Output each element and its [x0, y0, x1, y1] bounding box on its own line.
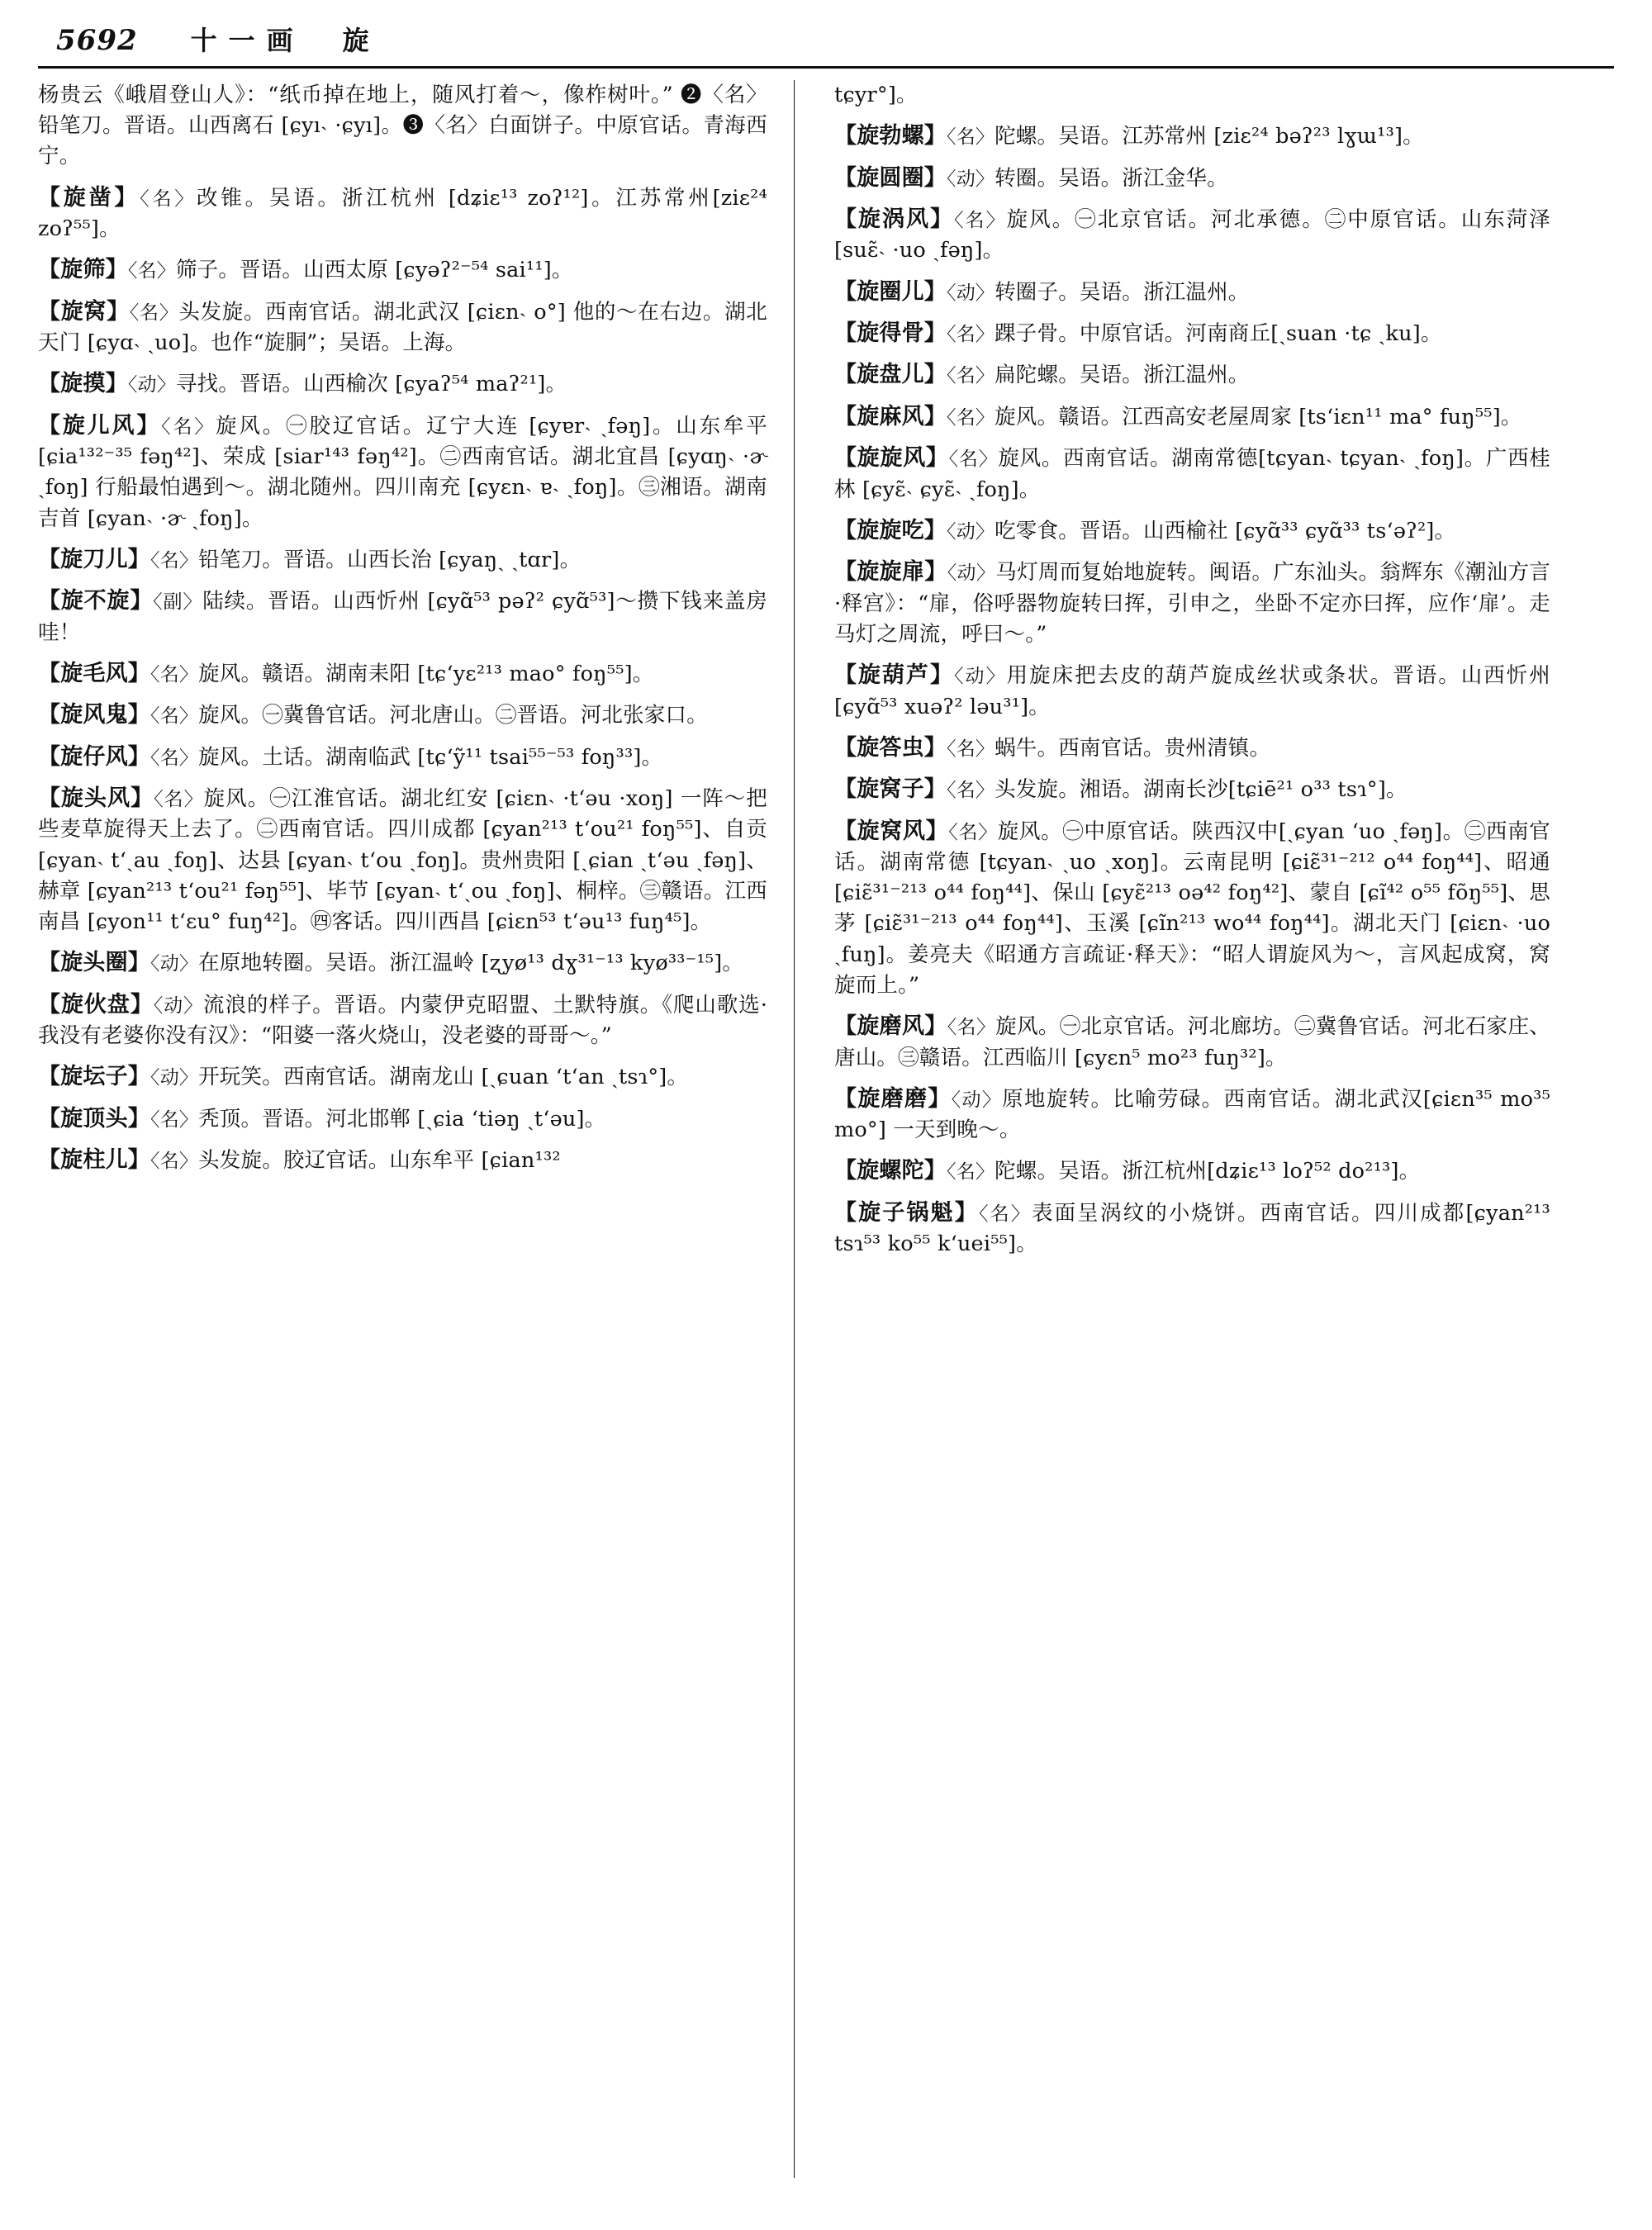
entry-headword: 【旋窝风】: [834, 818, 949, 844]
entry-pos: 〈名〉: [150, 1108, 199, 1131]
entry-text: 陀螺。吴语。江苏常州 [ziɛ²⁴ bəʔ²³ lɣɯ¹³]。: [995, 124, 1424, 149]
entry: [834, 1083, 1550, 1146]
entry-text: 旋风。㊀江淮官话。湖北红安 [ɕiɛn˴ ·t‘əu ·xoŋ] 一阵～把些麦草旋得天上去了。㊁西南官话。四川成都 [ɕyan²¹³ t‘ou²¹ foŋ⁵⁵]、自贡 [ɕyan˴ t‘ˏau ˏfoŋ]、达县 [ɕyan˴ t‘ou ˏfoŋ]。贵州贵阳 [ˏɕian ˏt‘əu ˏfəŋ]、赫章 [ɕyan²¹³ t‘ou²¹ fəŋ⁵⁵]、毕节 [ɕyan˴ t‘ˏou ˏfoŋ]、桐梓。㊂赣语。江西南昌 [ɕyon¹¹ t‘ɛu° fuŋ⁴²]。㊃客话。四川西昌 [ɕiɛn⁵³ t‘əu¹³ fuŋ⁴⁵]。: [38, 786, 768, 935]
entry-pos: 〈名〉: [947, 780, 995, 802]
entry: [38, 1103, 767, 1135]
entry: [834, 1010, 1550, 1074]
entry-pos: 〈名〉: [948, 448, 999, 471]
entry-text: 原地旋转。比喻劳碌。西南官话。湖北武汉[ɕiɛn³⁵ mo³⁵ mo°] 一天到晚～。: [834, 1086, 1551, 1143]
entry-headword: 【旋柱儿】: [38, 1147, 150, 1174]
entry-headword: 【旋旋吃】: [834, 517, 947, 543]
entry: [38, 699, 767, 731]
entry: [38, 741, 767, 773]
entry-headword: 【旋螺陀】: [834, 1158, 947, 1184]
entry-headword: 【旋头圈】: [38, 950, 150, 976]
entry: [38, 182, 767, 245]
entry-text: 寻找。晋语。山西榆次 [ɕyaʔ⁵⁴ maʔ²¹]。: [175, 372, 567, 397]
entry-headword: 【旋得骨】: [834, 320, 947, 347]
entry-text: 旋风。土话。湖南临武 [tɕ‘ỹ¹¹ tsai⁵⁵⁻⁵³ foŋ³³]。: [198, 744, 663, 770]
entry-headword: 【旋仔风】: [38, 743, 150, 770]
entry: [834, 1155, 1550, 1187]
entry-pos: 〈动〉: [954, 666, 1007, 688]
entry-pos: 〈名〉: [947, 738, 995, 760]
header-rule: [38, 66, 1614, 69]
entry-pos: 〈副〉: [153, 591, 203, 614]
entry-text: 改锥。吴语。浙江杭州 [dʑiɛ¹³ zoʔ¹²]。江苏常州[ziɛ²⁴ zoʔ⁵⁵]。: [38, 185, 767, 242]
columns-container: [38, 80, 1614, 2194]
entry-headword: 【旋旋风】: [834, 445, 949, 472]
entry-pos: 〈名〉: [978, 1203, 1032, 1225]
entry: [38, 254, 767, 286]
entry-headword: 【旋头风】: [38, 785, 154, 812]
entry-pos: 〈动〉: [127, 374, 176, 396]
entry-headword: 【旋涡风】: [834, 206, 955, 233]
entry-pos: 〈动〉: [150, 953, 199, 975]
entry: [834, 401, 1550, 433]
entry: [38, 989, 767, 1052]
entry-pos: 〈动〉: [947, 520, 995, 543]
entry-text: 开玩笑。西南官话。湖南龙山 [ˏɕuan ‘t‘an ˏtsɿ°]。: [198, 1065, 689, 1090]
entry-headword: 【旋坛子】: [38, 1064, 150, 1090]
entry-text: 在原地转圈。吴语。浙江温岭 [ʐyø¹³ dɣ³¹⁻¹³ kyø³³⁻¹⁵]。: [198, 951, 744, 976]
entry-pos: 〈名〉: [154, 789, 204, 811]
entry-pos: 〈动〉: [947, 282, 995, 304]
entry-text: tɕyr°]。: [834, 83, 918, 107]
entry-pos: 〈动〉: [951, 1089, 1003, 1111]
entry-headword: 【旋毛风】: [38, 660, 150, 686]
entry: [38, 1060, 767, 1093]
entry-text: 流浪的样子。晋语。内蒙伊克昭盟、土默特旗。《爬山歌选·我没有老婆你没有汉》：“阳婆一落火烧山，没老婆的哥哥～。”: [38, 992, 768, 1049]
entry-text: 铅笔刀。晋语。山西长治 [ɕyaŋˏ ˏtɑr]。: [198, 547, 582, 572]
entry-pos: 〈动〉: [150, 1067, 199, 1089]
entry-text: 马灯周而复始地旋转。闽语。广东汕头。翁辉东《潮汕方言·释宫》：“扉，俗呼器物旋转曰挥，引申之，坐卧不定亦曰挥，应作‘扉’。走马灯之周流，呼曰～。”: [834, 560, 1551, 647]
entry: [834, 442, 1550, 505]
entry-pos: 〈名〉: [150, 549, 199, 572]
entry: [834, 773, 1550, 805]
entry-pos: 〈名〉: [129, 301, 179, 324]
entry-pos: 〈名〉: [150, 705, 199, 728]
entry: [38, 410, 767, 534]
entry-continuation: [38, 80, 767, 173]
entry-headword: 【旋风鬼】: [38, 702, 150, 728]
entry-headword: 【旋旋扉】: [834, 559, 947, 586]
entry-text: 旋风。㊀冀鲁官话。河北唐山。㊁晋语。河北张家口。: [198, 703, 708, 728]
entry-text: 转圈。吴语。浙江金华。: [995, 165, 1228, 191]
entry-text: 陆续。晋语。山西忻州 [ɕyɑ̃⁵³ pəʔ² ɕyɑ̃⁵³]～攒下钱来盖房哇！: [38, 589, 768, 645]
page-number: 5692: [56, 24, 138, 57]
entry: [38, 657, 767, 690]
entry-pos: 〈名〉: [150, 747, 199, 769]
entry-text: 旋风。赣语。江西高安老屋周家 [ts‘iɛn¹¹ ma° fuŋ⁵⁵]。: [995, 404, 1522, 429]
entry-text: 用旋床把去皮的葫芦旋成丝状或条状。晋语。山西忻州 [ɕyɑ̃⁵³ xuəʔ² ləu³¹]。: [834, 663, 1550, 719]
entry-headword: 【旋磨风】: [834, 1013, 947, 1040]
entry-text: 旋风。㊀北京官话。河北廊坊。㊁冀鲁官话。河北石家庄、唐山。㊂赣语。江西临川 [ɕyɛn⁵ mo²³ fuŋ³²]。: [834, 1014, 1551, 1070]
entry-text: 吃零食。晋语。山西榆社 [ɕyɑ̃³³ ɕyɑ̃³³ ts‘əʔ²]。: [995, 518, 1456, 543]
entry: [834, 515, 1550, 547]
entry-headword: 【旋凿】: [38, 184, 140, 211]
entry-pos: 〈名〉: [948, 821, 998, 843]
entry-headword: 【旋顶头】: [38, 1105, 150, 1132]
entry-headword: 【旋筛】: [38, 257, 128, 283]
entry-headword: 【旋儿风】: [38, 412, 162, 439]
entry-headword: 【旋摸】: [38, 371, 128, 397]
entry: [834, 815, 1550, 1002]
entry-text: 旋风。㊀胶辽官话。辽宁大连 [ɕyɐr˴ ˏfəŋ]。山东牟平 [ɕia¹³²⁻³⁵ fəŋ⁴²]、荣成 [siar¹⁴³ fəŋ⁴²]。㊁西南官话。湖北宜昌 [ɕyɑŋ˴ ·ɚ ˏfoŋ] 行船最怕遇到～。湖北随州。四川南充 [ɕyɛn˴ ɐ˴ ˏfoŋ]。㊂湘语。湖南吉首 [ɕyan˴ ·ɚ ˏfoŋ]。: [38, 413, 767, 531]
entry: [834, 732, 1550, 764]
entry: [38, 585, 767, 648]
entry: [834, 317, 1550, 349]
entry-headword: 【旋磨磨】: [834, 1085, 952, 1112]
entry-pos: 〈名〉: [150, 1151, 199, 1173]
entry-pos: 〈名〉: [947, 324, 995, 346]
entry-text: 转圈子。吴语。浙江温州。: [995, 279, 1250, 305]
page-running-title: 十一画 旋: [190, 25, 381, 56]
entry: [38, 543, 767, 576]
entry: [834, 1197, 1550, 1260]
entry-text: 旋风。赣语。湖南耒阳 [tɕ‘yɛ²¹³ mao° foŋ⁵⁵]。: [198, 661, 654, 686]
left-column: [38, 80, 786, 2194]
entry-headword: 【旋麻风】: [834, 403, 947, 429]
entry-text: 旋风。西南官话。湖南常德[tɕyan˴ tɕyan˴ ˏfoŋ]。广西桂林 [ɕyɛ̃˴ ɕyɛ̃˴ ˏfoŋ]。: [834, 446, 1551, 502]
entry-headword: 【旋葫芦】: [834, 662, 955, 689]
column-divider: [794, 80, 795, 2178]
entry-headword: 【旋伙盘】: [38, 991, 154, 1018]
entry-text: 头发旋。胶辽官话。山东牟平 [ɕian¹³²: [198, 1148, 561, 1174]
entry-headword: 【旋窝子】: [834, 776, 947, 803]
entry-pos: 〈动〉: [153, 994, 204, 1017]
entry-text: 表面呈涡纹的小烧饼。西南官话。四川成都[ɕyan²¹³ tsɿ⁵³ ko⁵⁵ k‘uei⁵⁵]。: [834, 1200, 1550, 1257]
entry-pos: 〈名〉: [947, 126, 995, 149]
entry: [834, 120, 1550, 152]
entry: [38, 368, 767, 400]
entry-headword: 【旋子锅魁】: [834, 1199, 979, 1226]
entry-text: 旋风。㊀北京官话。河北承德。㊁中原官话。山东菏泽 [suɛ̃˴ ·uo ˏfəŋ]。: [834, 207, 1550, 263]
entry-headword: 【旋圈儿】: [834, 278, 947, 305]
entry-text: 旋风。㊀中原官话。陕西汉中[ˏɕyan ‘uo ˏfəŋ]。㊁西南官话。湖南常德 [tɕyan˴ ˏuo ˏxoŋ]。云南昆明 [ɕiɛ̃³¹⁻²¹² o⁴⁴ foŋ⁴⁴]、昭通 [ɕiɛ̃³¹⁻²¹³ o⁴⁴ foŋ⁴⁴]、保山 [ɕyɛ̃²¹³ oə⁴² foŋ⁴²]、蒙自 [ɕĩ⁴² o⁵⁵ fõŋ⁵⁵]、思茅 [ɕiɛ̃³¹⁻²¹³ o⁴⁴ foŋ⁴⁴]、玉溪 [ɕĩn²¹³ wo⁴⁴ foŋ⁴⁴]。湖北天门 [ɕiɛn˴ ·uo ˏfuŋ]。姜亮夫《昭通方言疏证·释天》：“昭人谓旋风为～，言风起成窝，窝旋而上。”: [834, 818, 1550, 998]
entry: [38, 296, 767, 359]
entry: [38, 782, 767, 937]
entry-pos: 〈动〉: [947, 168, 995, 190]
entry-pos: 〈名〉: [954, 210, 1007, 232]
entry: [834, 556, 1550, 650]
entry-text: 杨贵云《峨眉登山人》：“纸币掉在地上，随风打着～，像柞树叶。” ❷〈名〉铅笔刀。晋语。山西离石 [ɕyı˴ ·ɕyı]。❸〈名〉白面饼子。中原官话。青海西宁。: [38, 83, 767, 169]
entry: [834, 358, 1550, 391]
page-header: [38, 20, 1614, 63]
entry: [834, 276, 1550, 308]
entry-text: 扁陀螺。吴语。浙江温州。: [995, 363, 1250, 388]
entry-headword: 【旋窝】: [38, 298, 130, 325]
entry-pos: 〈名〉: [127, 260, 176, 282]
entry: [38, 947, 767, 979]
entry-text: 蜗牛。西南官话。贵州清镇。: [995, 735, 1271, 761]
entry-text: 踝子骨。中原官话。河南商丘[ˏsuan ·tɕ ˏku]。: [995, 321, 1442, 347]
entry: [834, 162, 1550, 194]
entry-headword: 【旋盘儿】: [834, 362, 947, 388]
entry-headword: 【旋不旋】: [38, 588, 154, 614]
entry: [834, 659, 1550, 723]
entry-pos: 〈名〉: [947, 406, 995, 429]
entry-headword: 【旋勃螺】: [834, 123, 947, 149]
entry-text: 秃顶。晋语。河北邯郸 [ˏɕia ‘tiəŋ ˏt‘əu]。: [198, 1106, 606, 1132]
entry-pos: 〈名〉: [150, 663, 199, 686]
entry-pos: 〈名〉: [140, 187, 197, 210]
entry: [834, 203, 1550, 267]
right-column: [803, 80, 1550, 2194]
entry-text: 陀螺。吴语。浙江杭州[dʑiɛ¹³ loʔ⁵² do²¹³]。: [995, 1159, 1421, 1184]
entry-text: 头发旋。西南官话。湖北武汉 [ɕiɛn˴ o°] 他的～在右边。湖北天门 [ɕyɑ˴ ˏuo]。也作“旋胴”；吴语。上海。: [38, 299, 767, 356]
entry-pos: 〈名〉: [947, 1161, 995, 1184]
entry-continuation: [834, 80, 1550, 111]
entry-headword: 【旋圆圈】: [834, 164, 947, 191]
entry-text: 筛子。晋语。山西太原 [ɕyəʔ²⁻⁵⁴ sai¹¹]。: [175, 258, 573, 283]
entry-text: 头发旋。湘语。湖南长沙[tɕiē²¹ o³³ tsɿ°]。: [995, 777, 1408, 803]
entry-headword: 【旋刀儿】: [38, 546, 150, 572]
entry-pos: 〈名〉: [947, 1017, 996, 1039]
entry-pos: 〈名〉: [947, 365, 995, 387]
entry-pos: 〈名〉: [161, 415, 216, 438]
entry-headword: 【旋答虫】: [834, 734, 947, 761]
entry-pos: 〈动〉: [947, 562, 996, 585]
entry: [38, 1144, 767, 1176]
